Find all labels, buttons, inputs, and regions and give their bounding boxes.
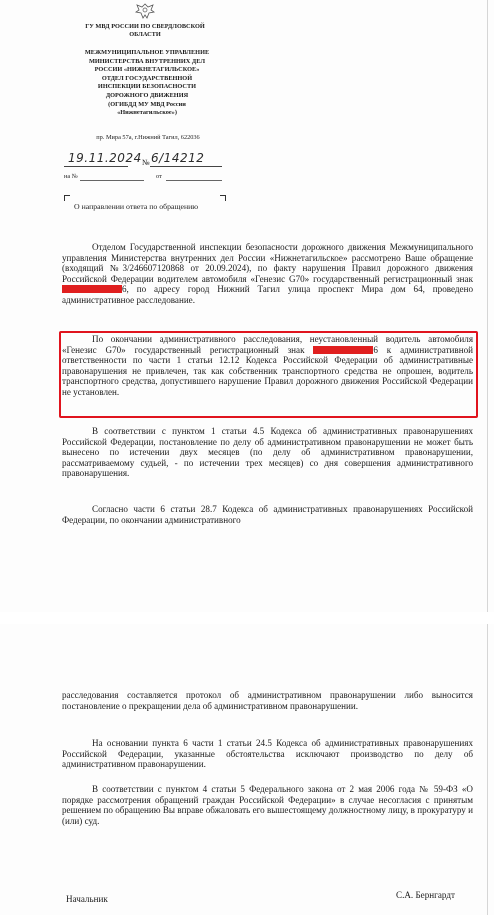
paragraph-4 (62, 504, 473, 525)
na-label: на № (64, 173, 78, 180)
org-line: МЕЖМУНИЦИПАЛЬНОЕ УПРАВЛЕНИЕ (84, 49, 210, 56)
na-underline (80, 180, 144, 181)
org-header (57, 49, 237, 118)
org-line: МИНИСТЕРСТВА ВНУТРЕННИХ ДЕЛ (88, 57, 206, 65)
org-line: РОССИИ «НИЖНЕТАГИЛЬСКОЕ» (94, 66, 200, 74)
paragraph-2-tail: 6 к административной ответственности по части 1 статьи 12.12 Кодекса Российской Федерации об административные правонарушения не привлечен, так как собственник транспортного средства не опрошен, водитель транспортного средства, допустившего нарушение Правил дорожного движения Российской Федерации не установлен. (62, 344, 473, 397)
handwritten-date: 19.11.2024 (68, 151, 142, 165)
paragraph-1-text: Отделом Государственной инспекции безопасности дорожного движения Межмуниципального управления Министерства внутренних дел России «Нижнетагильское» рассмотрено Ваше обращение (входящий №3/246607120868 от 20.09.2024), по факту нарушения Правил дорожного движения Российской Федерации водителем автомобиля «Генезис G70» государственный регистрационный знак (62, 242, 473, 284)
number-prefix: № (142, 158, 150, 167)
ministry-header (40, 23, 250, 39)
redacted-plate (62, 285, 122, 293)
paragraph-7-text: В соответствии с пунктом 4 статьи 5 Федерального закона от 2 мая 2006 года № 59-ФЗ «О порядке рассмотрения обращений граждан Российской Федерации» в случае несогласия с принятым решением по обращению Вы вправе обжаловать его вышестоящему должностному лицу, в прокуратуру и (или) суд. (62, 784, 473, 826)
subject-corner-right (220, 195, 226, 201)
signature-position: Начальник (66, 894, 108, 904)
paragraph-1 (62, 242, 473, 306)
document-page-2 (0, 624, 494, 915)
ministry-line-2: ОБЛАСТИ (129, 31, 161, 38)
paragraph-7 (62, 784, 473, 826)
ministry-line-1: ГУ МВД РОССИИ ПО СВЕРДЛОВСКОЙ (85, 23, 205, 30)
org-line: ДОРОЖНОГО ДВИЖЕНИЯ (105, 91, 189, 99)
page-separator (0, 612, 494, 624)
org-line: (ОГИБДД МУ МВД России (108, 100, 186, 108)
paragraph-6-text: На основании пункта 6 части 1 статьи 24.5 Кодекса об административных правонарушениях Российской Федерации, указанные обстоятельства исключают производство по делу об административном правонарушении. (62, 738, 473, 770)
paragraph-3-text: В соответствии с пунктом 1 статьи 4.5 Кодекса об административных правонарушениях Российской Федерации, постановление по делу об административном правонарушении не может быть вынесено по истечении двух месяцев (по делу об административном правонарушении, рассматриваемому судьей, - по истечении трех месяцев) со дня совершения административного правонарушения. (62, 426, 473, 479)
handwritten-number: 6/14212 (151, 151, 205, 165)
number-underline (150, 166, 222, 167)
org-line: ОТДЕЛ ГОСУДАРСТВЕННОЙ (101, 74, 193, 82)
subject-line: О направлении ответа по обращению (74, 202, 199, 211)
paragraph-1-tail: 6, по адресу город Нижний Тагил улица проспект Мира дом 64, проведено административное расследование. (62, 284, 473, 305)
paragraph-4-text: Согласно части 6 статьи 28.7 Кодекса об административных правонарушениях Российской Федерации, по окончании административного (62, 504, 473, 525)
ot-label: от (156, 173, 162, 180)
paragraph-5 (62, 690, 473, 711)
org-address: пр. Мира 57а, г.Нижний Тагил, 622036 (96, 134, 200, 141)
signature-name: С.А. Бернгардт (396, 890, 455, 900)
emblem-icon (133, 2, 157, 20)
paragraph-3 (62, 426, 473, 479)
paragraph-2-text: По окончании административного расследования, неустановленный водитель автомобиля «Генезис G70» государственный регистрационный знак (62, 334, 473, 355)
date-underline (64, 166, 128, 167)
highlight-box (59, 331, 478, 418)
ot-underline (166, 180, 222, 181)
page-edge (487, 0, 488, 612)
paragraph-6 (62, 738, 473, 770)
org-line: «Нижнетагильское») (117, 109, 177, 117)
page-edge (487, 624, 488, 915)
subject-corner-left (64, 195, 70, 201)
org-line: ИНСПЕКЦИИ БЕЗОПАСНОСТИ (97, 83, 197, 91)
paragraph-5-text: расследования составляется протокол об административном правонарушении либо выносится постановление о прекращении дела об административном правонарушении. (62, 690, 473, 711)
